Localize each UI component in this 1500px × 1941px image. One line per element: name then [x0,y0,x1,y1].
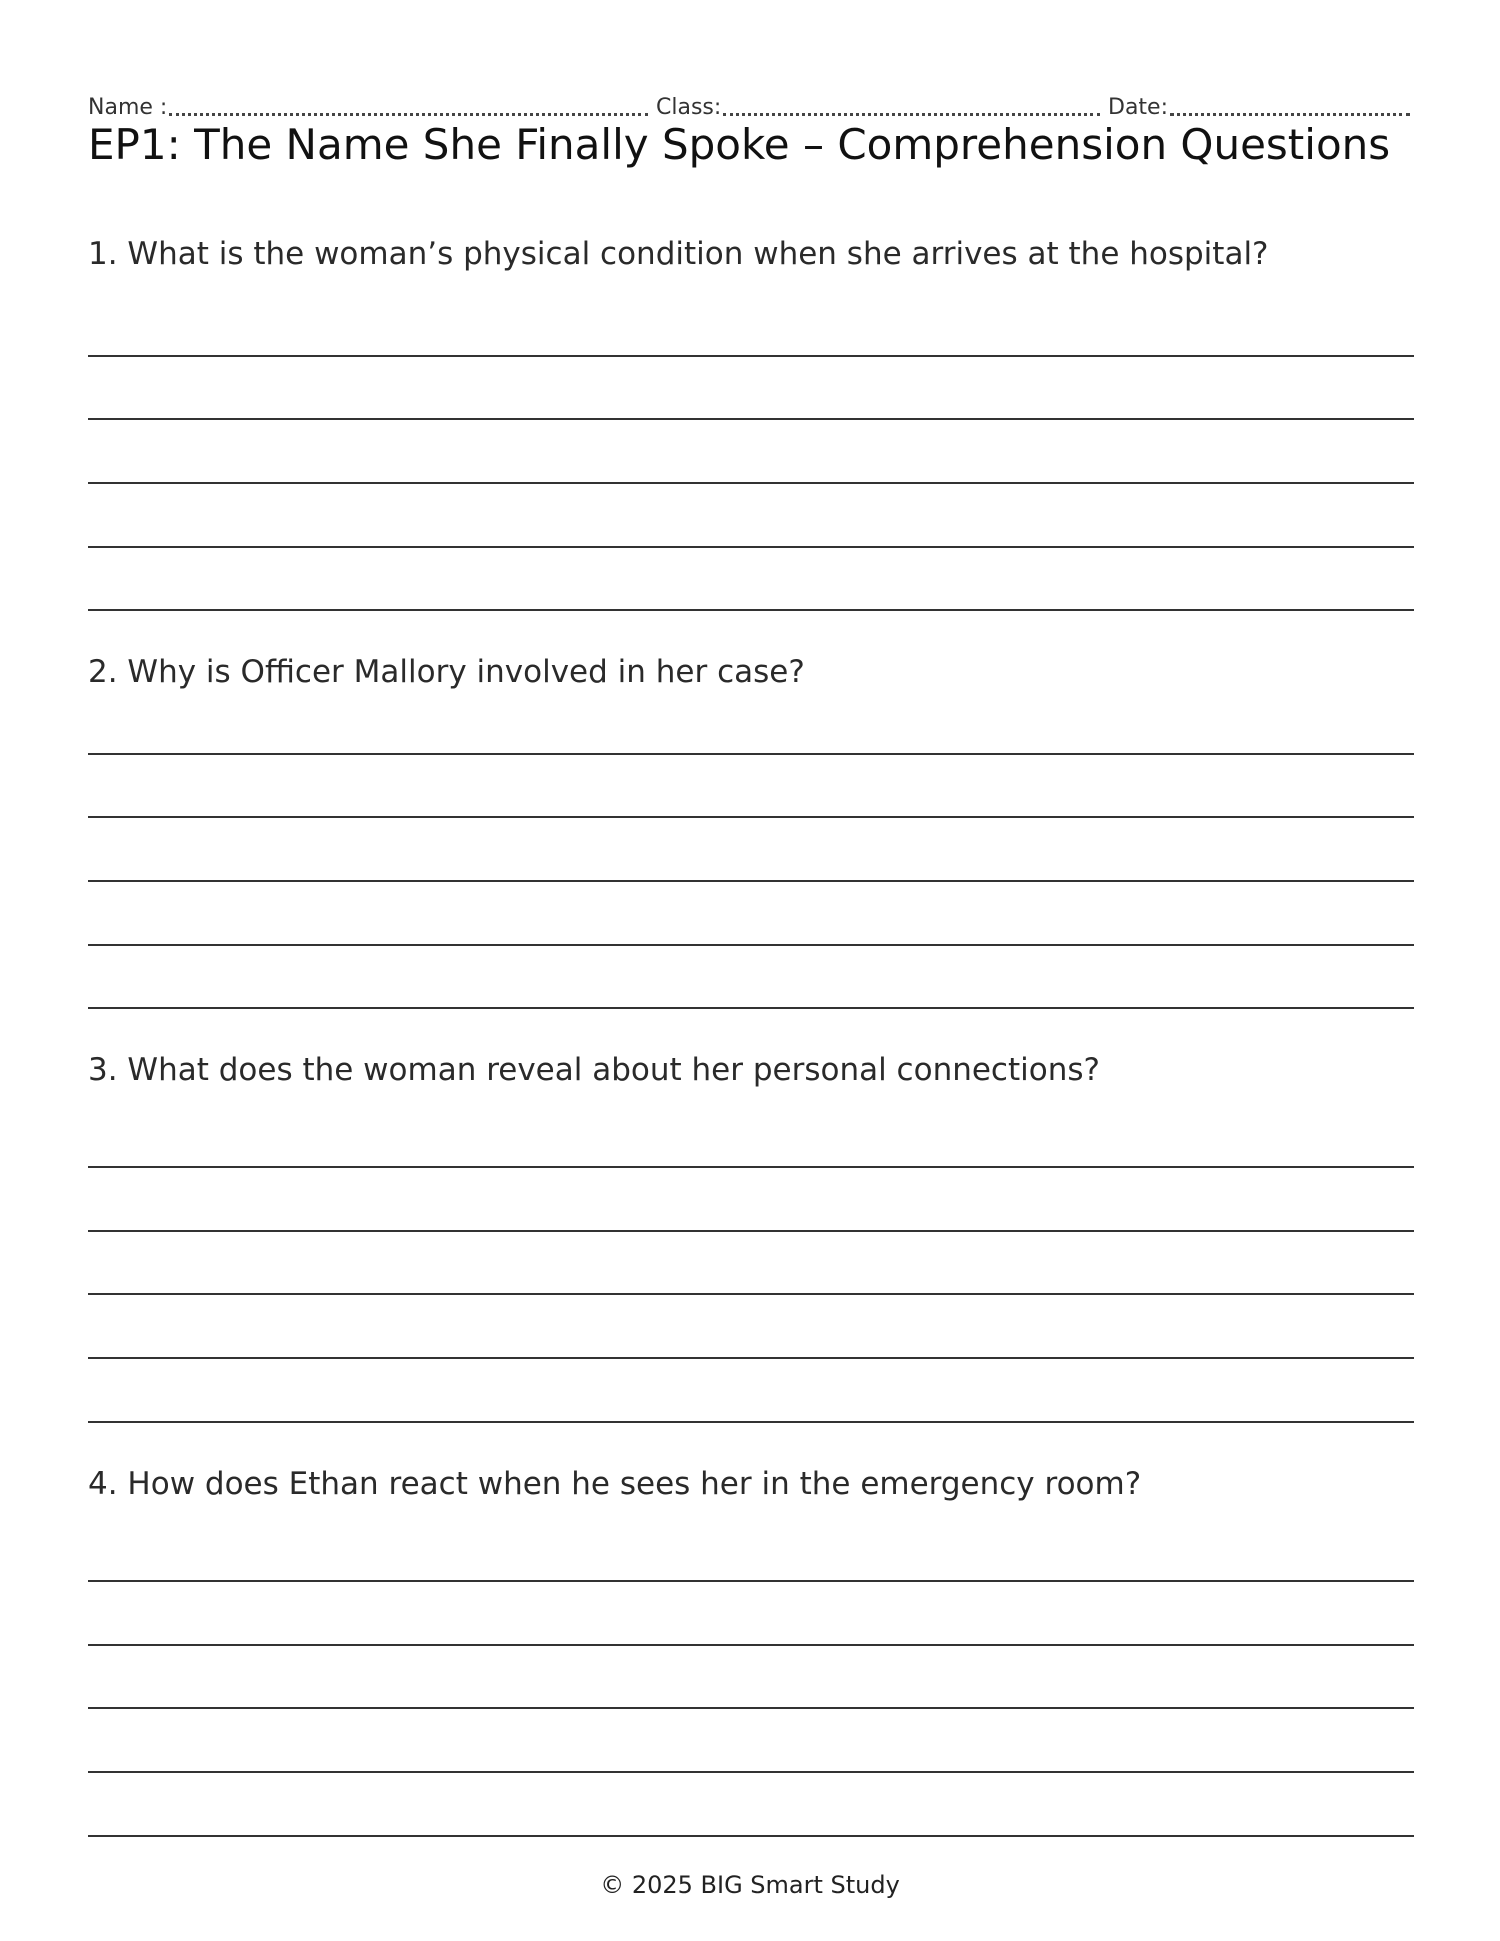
question-2: 2. Why is Officer Mallory involved in her case? [88,654,805,690]
answer-line[interactable] [88,1230,1414,1232]
copyright-footer: © 2025 BIG Smart Study [600,1871,900,1899]
question-4: 4. How does Ethan react when he sees her in the emergency room? [88,1466,1142,1502]
answer-line[interactable] [88,482,1414,484]
answer-line[interactable] [88,1835,1414,1837]
answer-line[interactable] [88,1293,1414,1295]
answer-line[interactable] [88,418,1414,420]
question-1: 1. What is the woman’s physical condition when she arrives at the hospital? [88,236,1269,272]
answer-line[interactable] [88,1007,1414,1009]
answer-line[interactable] [88,753,1414,755]
answer-line[interactable] [88,546,1414,548]
name-field[interactable] [88,95,656,120]
answer-line[interactable] [88,880,1414,882]
class-field[interactable] [656,95,1108,120]
answer-line[interactable] [88,355,1414,357]
worksheet-title: EP1: The Name She Finally Spoke – Comprehension Questions [88,120,1391,169]
answer-line[interactable] [88,1707,1414,1709]
class-blank[interactable] [723,113,1100,116]
student-info-row [88,84,1418,120]
date-blank[interactable] [1170,113,1410,116]
answer-line[interactable] [88,1421,1414,1423]
class-label: Class: [656,95,722,120]
name-label: Name : [88,95,168,120]
name-blank[interactable] [169,113,648,116]
answer-line[interactable] [88,1166,1414,1168]
answer-line[interactable] [88,1357,1414,1359]
date-label: Date: [1108,95,1168,120]
answer-line[interactable] [88,1580,1414,1582]
question-3: 3. What does the woman reveal about her personal connections? [88,1052,1100,1088]
answer-line[interactable] [88,1644,1414,1646]
answer-line[interactable] [88,944,1414,946]
answer-line[interactable] [88,1771,1414,1773]
answer-line[interactable] [88,816,1414,818]
date-field[interactable] [1108,95,1418,120]
answer-line[interactable] [88,609,1414,611]
